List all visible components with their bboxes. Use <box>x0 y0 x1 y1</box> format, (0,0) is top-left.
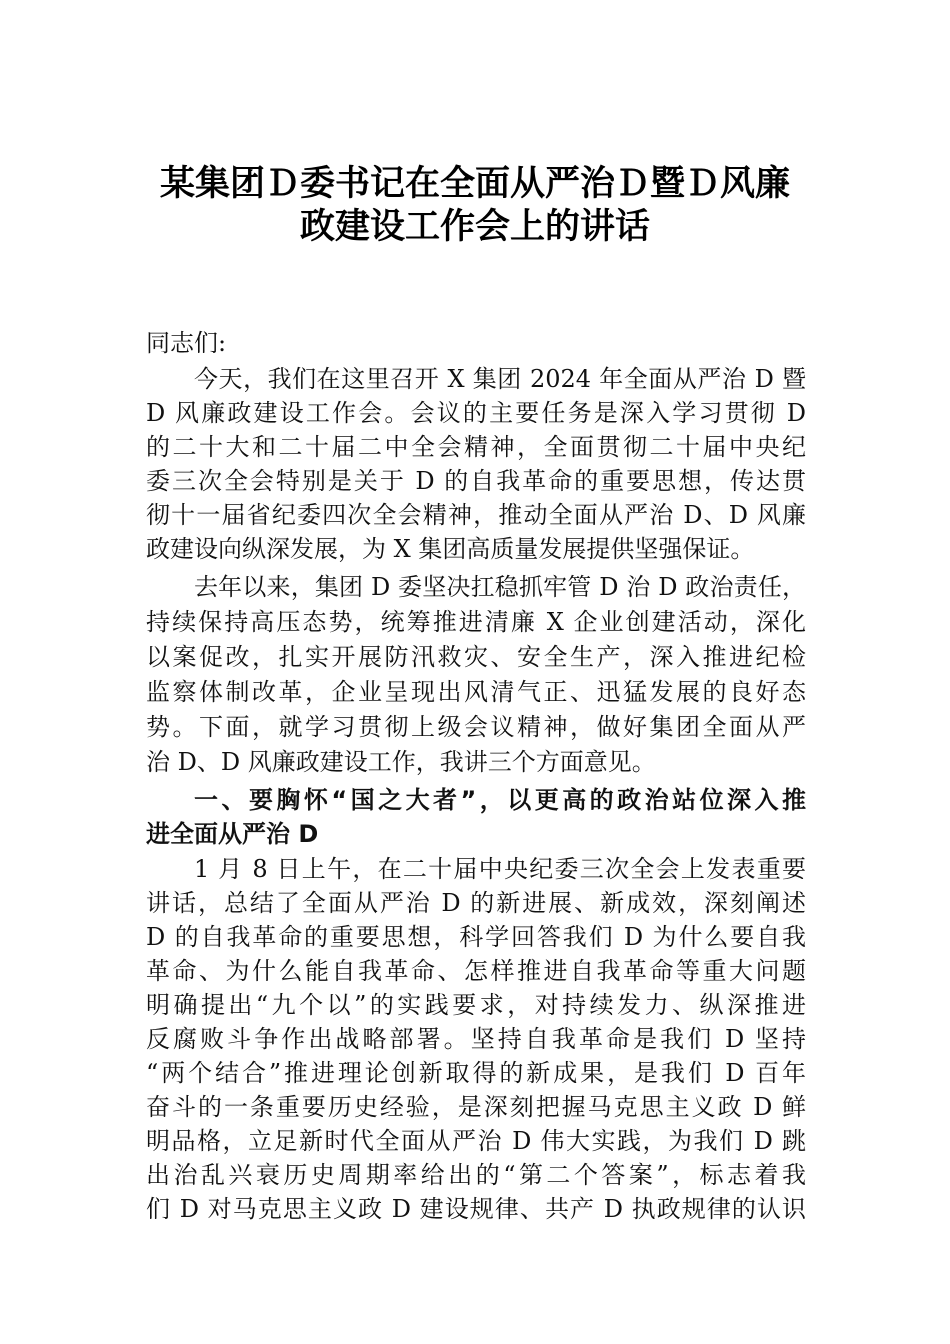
paragraph-3-line: 反腐败斗争作出战略部署。坚持自我革命是我们 D 坚持 <box>146 1025 806 1053</box>
paragraph-1-line: D 风廉政建设工作会。会议的主要任务是深入学习贯彻 D <box>146 399 806 427</box>
paragraph-3-line: 1 月 8 日上午，在二十届中央纪委三次全会上发表重要 <box>194 855 806 883</box>
paragraph-2-line: 去年以来，集团 D 委坚决扛稳抓牢管 D 治 D 政治责任， <box>194 573 806 601</box>
paragraph-1-line: 彻十一届省纪委四次全会精神，推动全面从严治 D、D 风廉 <box>146 501 806 529</box>
section-1-heading-line: 一、要胸怀“国之大者”，以更高的政治站位深入推 <box>194 786 806 814</box>
paragraph-3-line: 们 D 对马克思主义政 D 建设规律、共产 D 执政规律的认识 <box>146 1195 806 1223</box>
paragraph-3-line: 明品格，立足新时代全面从严治 D 伟大实践，为我们 D 跳 <box>146 1127 806 1155</box>
salutation: 同志们: <box>146 329 227 357</box>
document-title-line-2: 政建设工作会上的讲话 <box>299 206 650 247</box>
paragraph-3-line: 明确提出“九个以”的实践要求，对持续发力、纵深推进 <box>146 991 806 1019</box>
paragraph-2-line: 以案促改，扎实开展防汛救灾、安全生产，深入推进纪检 <box>146 643 806 671</box>
section-1-heading-line: 进全面从严治 D <box>146 820 319 848</box>
paragraph-3-line: 讲话，总结了全面从严治 D 的新进展、新成效，深刻阐述 <box>146 889 806 917</box>
paragraph-2-line: 治 D、D 风廉政建设工作，我讲三个方面意见。 <box>146 748 656 776</box>
paragraph-1-line: 的二十大和二十届二中全会精神，全面贯彻二十届中央纪 <box>146 433 806 461</box>
paragraph-2-line: 监察体制改革，企业呈现出风清气正、迅猛发展的良好态 <box>146 678 806 706</box>
paragraph-2-line: 势。下面，就学习贯彻上级会议精神，做好集团全面从严 <box>146 713 806 741</box>
paragraph-3-line: “两个结合”推进理论创新取得的新成果，是我们 D 百年 <box>146 1059 806 1087</box>
paragraph-3-line: 革命、为什么能自我革命、怎样推进自我革命等重大问题 <box>146 957 806 985</box>
paragraph-3-line: 奋斗的一条重要历史经验，是深刻把握马克思主义政 D 鲜 <box>146 1093 806 1121</box>
document-title-line-1: 某集团Ｄ委书记在全面从严治Ｄ暨Ｄ风廉 <box>159 163 790 204</box>
paragraph-3-line: D 的自我革命的重要思想，科学回答我们 D 为什么要自我 <box>146 923 806 951</box>
paragraph-2-line: 持续保持高压态势，统筹推进清廉 X 企业创建活动，深化 <box>146 608 806 636</box>
paragraph-1-line: 委三次全会特别是关于 D 的自我革命的重要思想，传达贯 <box>146 467 806 495</box>
paragraph-3-line: 出治乱兴衰历史周期率给出的“第二个答案”，标志着我 <box>146 1161 806 1189</box>
paragraph-1-line: 政建设向纵深发展，为 X 集团高质量发展提供坚强保证。 <box>146 535 755 563</box>
paragraph-1-line: 今天，我们在这里召开 X 集团 2024 年全面从严治 D 暨 <box>194 365 806 393</box>
